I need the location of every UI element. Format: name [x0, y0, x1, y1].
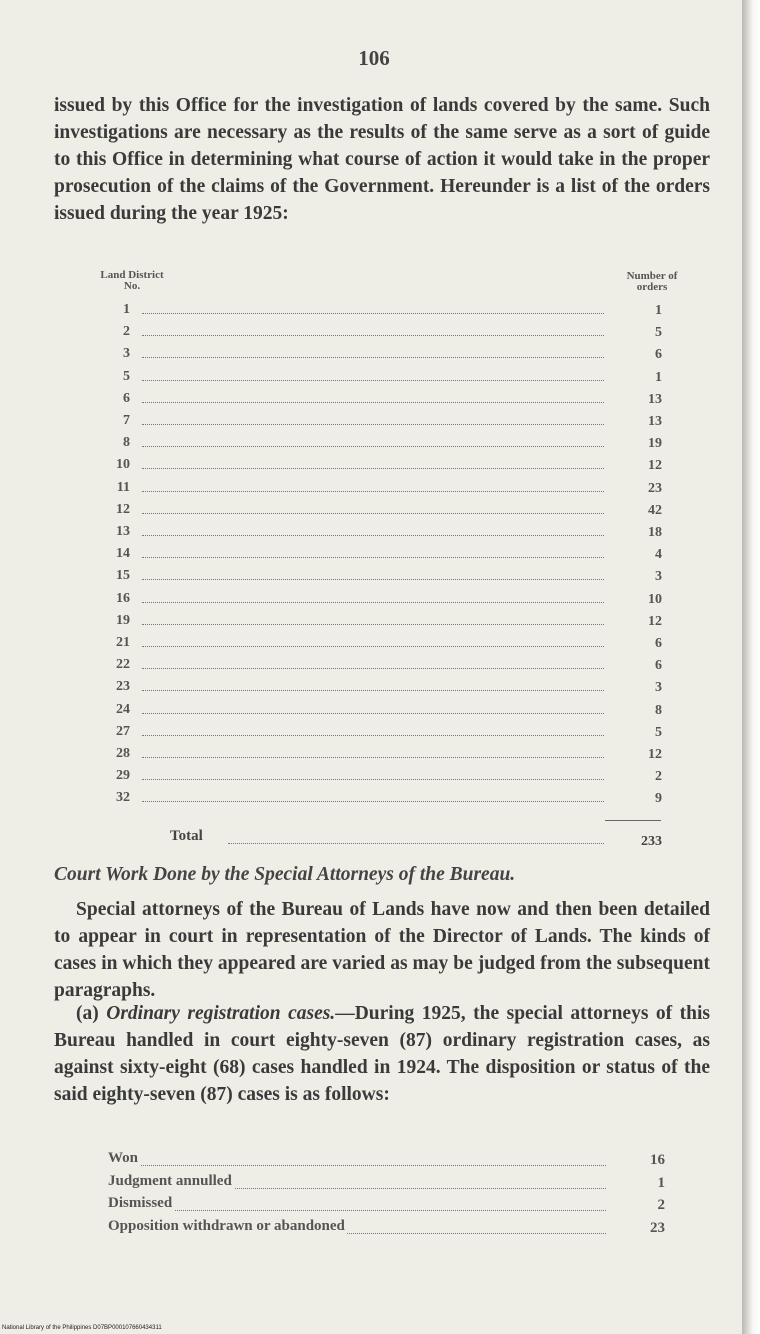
orders-count: 12 — [648, 458, 662, 474]
district-number: 15 — [116, 568, 130, 584]
leader-dots — [142, 757, 604, 758]
column-header-number-of-orders — [612, 271, 692, 293]
district-number: 11 — [116, 479, 130, 495]
table-row — [100, 367, 670, 389]
orders-count: 4 — [655, 547, 662, 563]
disposition-label: Won — [108, 1150, 139, 1166]
paragraph-ordinary-registration — [54, 1000, 710, 1108]
orders-count: 12 — [648, 613, 662, 629]
orders-count: 12 — [648, 747, 662, 762]
leader-dots — [142, 557, 604, 558]
disposition-count: 23 — [650, 1219, 665, 1236]
leader-dots — [142, 535, 604, 536]
paragraph-body: —During 1925, the special attorneys of this Bureau handled in court eighty-seven (87) ordinary registration cases, as against sixty-eight (68) cases handled in 1924. The disposition or status of the said eighty-seven (87) cases is as follows: — [54, 1003, 710, 1105]
disposition-row — [108, 1195, 668, 1217]
table-row — [100, 433, 670, 455]
district-number: 12 — [116, 501, 130, 517]
table-row — [100, 766, 670, 788]
page-edge — [742, 0, 760, 1334]
total-rule — [605, 820, 661, 821]
column-header-line: orders — [636, 281, 668, 293]
disposition-row — [108, 1173, 668, 1195]
total-label: Total — [170, 828, 203, 844]
table-row — [100, 544, 670, 566]
table-row — [100, 788, 670, 810]
table-row — [100, 344, 670, 366]
paragraph-special-attorneys: Special attorneys of the Bureau of Lands have now and then been detailed to appear in court in representation of the Director of Lands. The kinds of cases in which they appeared are varied as may be judged from the subsequent paragraphs. — [54, 899, 710, 1001]
leader-dots — [142, 602, 604, 603]
leader-dots — [142, 624, 604, 625]
footer-source: National Library of the Philippines D07BP000107660434311 — [2, 1325, 162, 1331]
intro-paragraph: issued by this Office for the investigation of lands covered by the same. Such investigations are necessary as the results of the same serve as a sort of guide to this Office in determining what course of action it would take in the proper prosecution of the claims of the Government. Hereunder is a list of the orders issued during the year 1925: — [54, 95, 710, 224]
column-header-line: Land District — [100, 269, 164, 281]
orders-count: 6 — [655, 347, 662, 363]
section-heading: Court Work Done by the Special Attorneys of the Bureau. — [54, 864, 516, 885]
disposition-label: Judgment annulled — [108, 1172, 232, 1189]
orders-count: 5 — [655, 325, 662, 341]
orders-count: 3 — [655, 680, 662, 696]
district-number: 19 — [116, 612, 130, 628]
disposition-row — [108, 1218, 668, 1240]
district-number: 29 — [116, 768, 130, 784]
district-number: 27 — [116, 723, 130, 739]
table-row — [100, 566, 670, 588]
table-row — [100, 677, 670, 699]
district-number: 16 — [116, 590, 130, 606]
disposition-count: 1 — [657, 1174, 665, 1191]
leader-dots — [142, 668, 604, 669]
table-row — [100, 744, 670, 766]
orders-count: 10 — [648, 591, 662, 607]
leader-dots — [142, 402, 604, 403]
orders-count: 1 — [655, 369, 662, 385]
page-number: 106 — [358, 46, 390, 70]
leader-dots — [142, 446, 604, 447]
paragraph-italic-heading: Ordinary registration cases. — [106, 1003, 336, 1024]
table-row — [100, 589, 670, 611]
orders-count: 2 — [655, 769, 662, 785]
orders-count: 13 — [648, 414, 662, 429]
district-number: 7 — [123, 413, 130, 428]
district-number: 28 — [116, 746, 130, 761]
total-leader-dots — [228, 843, 604, 844]
orders-count: 8 — [655, 702, 662, 718]
table-row — [100, 655, 670, 677]
paragraph-prefix: (a) — [76, 1003, 107, 1024]
orders-count: 6 — [655, 636, 662, 651]
table-row — [100, 478, 670, 500]
leader-dots — [142, 779, 604, 780]
leader-dots — [142, 491, 604, 492]
district-number: 3 — [123, 346, 130, 362]
district-number: 23 — [116, 679, 130, 695]
district-number: 21 — [116, 635, 130, 650]
disposition-row — [108, 1150, 668, 1172]
disposition-label: Opposition withdrawn or abandoned — [108, 1217, 345, 1234]
leader-dots — [142, 380, 604, 381]
leader-dots — [142, 468, 604, 469]
leader-dots — [108, 1210, 606, 1211]
orders-count: 1 — [655, 303, 662, 318]
leader-dots — [142, 801, 604, 802]
leader-dots — [142, 690, 604, 691]
table-row — [100, 455, 670, 477]
orders-count: 9 — [655, 791, 662, 807]
district-number: 14 — [116, 546, 130, 562]
table-row — [100, 389, 670, 411]
disposition-count: 2 — [657, 1197, 665, 1213]
leader-dots — [142, 313, 604, 314]
district-number: 32 — [116, 790, 130, 806]
orders-count: 18 — [648, 525, 662, 540]
column-header-line: No. — [123, 280, 141, 292]
column-header-land-district — [82, 270, 182, 292]
leader-dots — [142, 335, 604, 336]
table-row — [100, 633, 670, 655]
district-number: 10 — [116, 457, 130, 473]
orders-count: 19 — [648, 436, 662, 452]
district-number: 1 — [123, 302, 130, 317]
table-row — [100, 522, 670, 544]
table-row — [100, 411, 670, 433]
orders-count: 42 — [648, 502, 662, 518]
leader-dots — [142, 357, 604, 358]
district-number: 13 — [116, 524, 130, 539]
total-value: 233 — [641, 834, 662, 849]
disposition-label: Dismissed — [108, 1195, 173, 1211]
table-row — [100, 500, 670, 522]
column-header-line: Number of — [626, 270, 678, 282]
leader-dots — [142, 713, 604, 714]
orders-count: 6 — [655, 658, 662, 674]
table-row — [100, 722, 670, 744]
leader-dots — [142, 424, 604, 425]
district-number: 8 — [123, 435, 130, 451]
district-number: 6 — [123, 390, 130, 406]
leader-dots — [108, 1165, 606, 1166]
disposition-count: 16 — [650, 1152, 665, 1168]
leader-dots — [142, 579, 604, 580]
district-number: 22 — [116, 657, 130, 673]
table-row — [100, 611, 670, 633]
orders-count: 23 — [648, 480, 662, 496]
table-row — [100, 322, 670, 344]
orders-count: 3 — [655, 569, 662, 585]
leader-dots — [142, 513, 604, 514]
leader-dots — [142, 735, 604, 736]
district-number: 24 — [116, 701, 130, 717]
district-number: 2 — [123, 324, 130, 340]
district-number: 5 — [123, 368, 130, 384]
orders-count: 13 — [648, 391, 662, 407]
leader-dots — [142, 646, 604, 647]
table-row — [100, 700, 670, 722]
table-row — [100, 300, 670, 322]
orders-count: 5 — [655, 724, 662, 740]
